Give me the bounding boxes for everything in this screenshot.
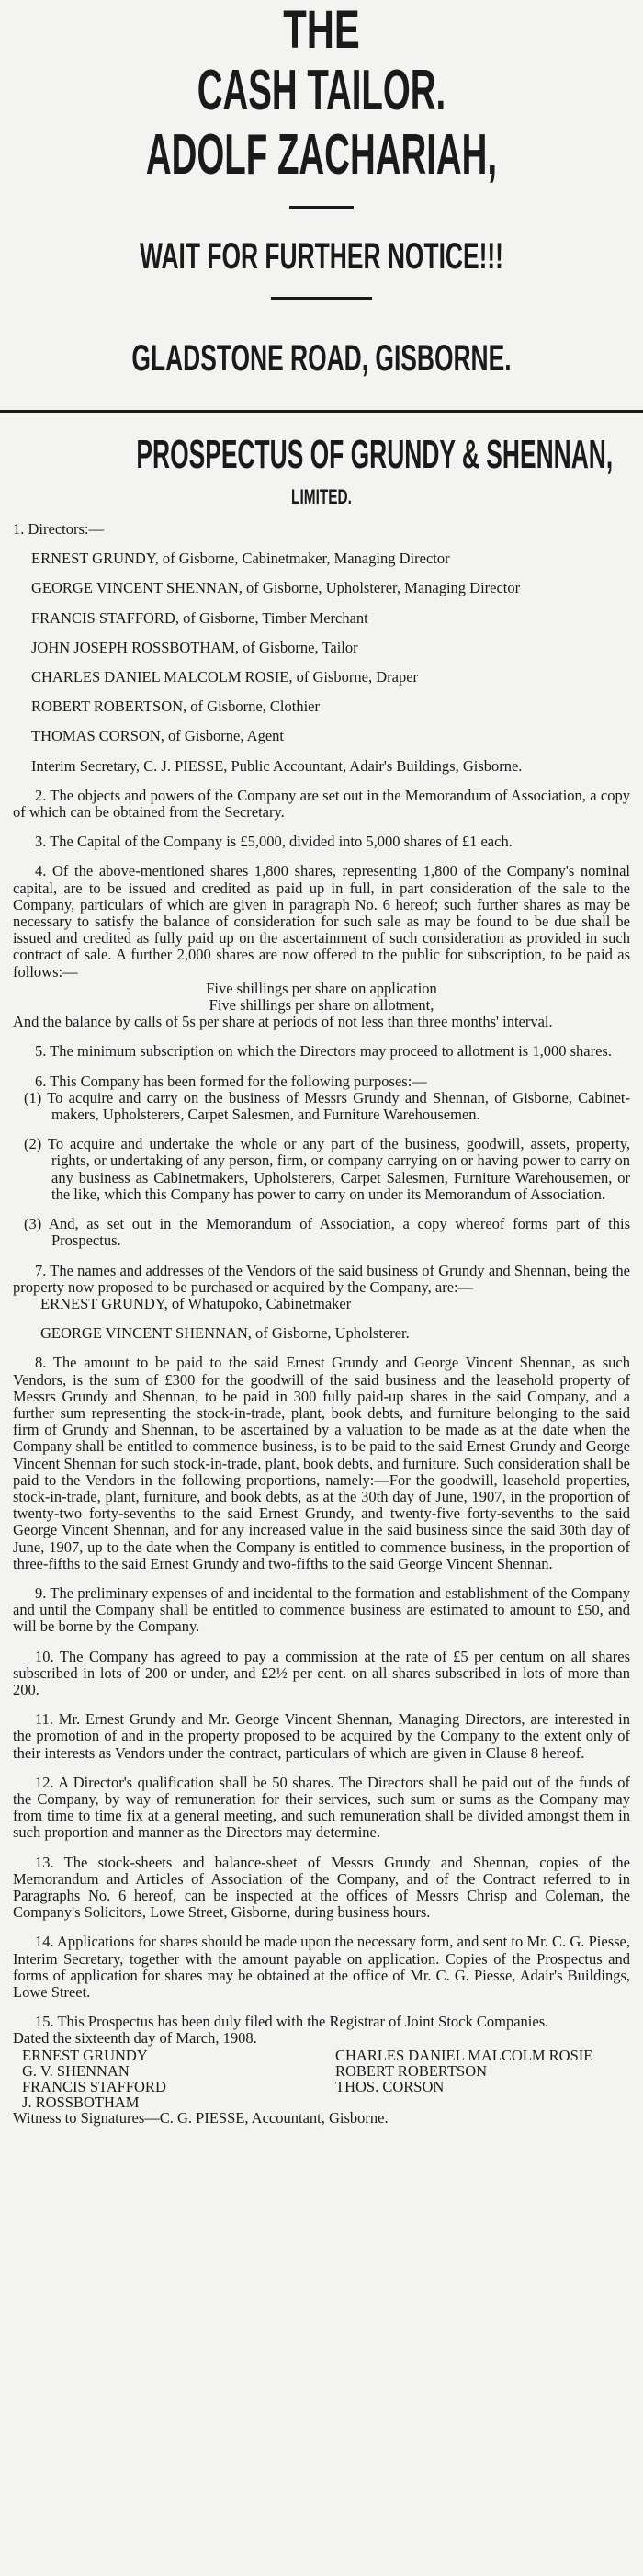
ad-the: THE <box>283 0 360 60</box>
paragraph-7-block <box>13 1263 630 1343</box>
ad-divider-2 <box>271 297 372 300</box>
paragraph-4-block <box>13 863 630 1030</box>
interim-secretary: Interim Secretary, C. J. PIESSE, Public Accountant, Adair's Buildings, Gisborne. <box>31 756 523 775</box>
director-entry: CHARLES DANIEL MALCOLM ROSIE, of Gisborne, Draper <box>31 668 419 687</box>
closing-block <box>13 2014 630 2127</box>
paragraph-14: 14. Applications for shares should be made upon the necessary form, and sent to Mr. C. G. Piesse, Interim Secretary, together with the amount payable on application. Copies of the Prospectus and forms of application for shares may be obtained at the office of Mr. C. G. Piesse, Adair's Buildings, Lowe Street. <box>13 1933 630 2002</box>
paragraph-10: 10. The Company has agreed to pay a commission at the rate of £5 per centum on all shares subscribed in lots of 200 or under, and £2½ per cent. on all shares subscribed in lots of more than 200. <box>13 1647 630 1698</box>
paragraph-3: 3. The Capital of the Company is £5,000, divided into 5,000 shares of £1 each. <box>35 833 513 851</box>
paragraph-13: 13. The stock-sheets and balance-sheet of Messrs Grundy and Shennan, copies of the Memorandum and Articles of Association of the Company, and of the Contract referred to in Paragraphs No. 6 hereof, can be inspected at the offices of Messrs Chrisp and Coleman, the Company's Solicitors, Lowe Street, Gisborne, during business hours. <box>13 1853 630 1922</box>
paragraph-7: 7. The names and addresses of the Vendors of the said business of Grundy and Shennan, being the property now proposed to be purchased or acquired by the Company, are:— <box>13 1261 630 1296</box>
paragraph-11: 11. Mr. Ernest Grundy and Mr. George Vincent Shennan, Managing Directors, are interested in the promotion of and in the property proposed to be acquired by the Company to the extent only of their interests as Vendors under the contract, particulars of which are given in Clause 8 hereof. <box>13 1710 630 1762</box>
directors-section <box>13 521 630 775</box>
purpose-item: (3) And, as set out in the Memorandum of Association, a copy whereof forms part of this Prospectus. <box>24 1215 630 1250</box>
ad-proprietor-name: ADOLF ZACHARIAH, <box>145 123 498 187</box>
signature: ROBERT ROBERTSON <box>335 2061 488 2080</box>
signature: FRANCIS STAFFORD <box>22 2077 166 2095</box>
ad-divider <box>289 206 354 209</box>
vendor-entry: ERNEST GRUNDY, of Whatupoko, Cabinetmaker <box>40 1294 352 1312</box>
paragraph-6: 6. This Company has been formed for the following purposes:— <box>35 1072 427 1090</box>
purpose-item: (2) To acquire and undertake the whole or any part of the business, goodwill, assets, property, rights, or undertaking of any person, firm, or company carrying on or having power to carry on any business as Cabinetmakers, Upholsterers, Carpet Salesmen, Furniture Warehousemen, or the like, which this Company has power to carry on under its Memorandum of Association. <box>24 1135 630 1203</box>
paragraph-9: 9. The preliminary expenses of and incidental to the formation and establishment of the Company and until the Company shall be entitled to commence business are estimated to amount to £50, and will be borne by the Company. <box>13 1583 630 1636</box>
prospectus-body <box>13 521 630 2127</box>
prospectus-limited: LIMITED. <box>291 485 352 508</box>
signature: THOS. CORSON <box>335 2077 445 2095</box>
purpose-item: (1) To acquire and carry on the business of Messrs Grundy and Shennan, of Gisborne, Cabinet-makers, Upholsterers, Carpet Salesmen, and Furniture Warehousemen. <box>24 1088 630 1124</box>
paragraph-15: 15. This Prospectus has been duly filed with the Registrar of Joint Stock Companies. <box>35 2013 549 2031</box>
date-line: Dated the sixteenth day of March, 1908. <box>13 2029 257 2048</box>
vendor-entry: GEORGE VINCENT SHENNAN, of Gisborne, Upholsterer. <box>40 1324 410 1343</box>
director-entry: ERNEST GRUNDY, of Gisborne, Cabinetmaker, Managing Director <box>31 550 450 568</box>
director-entry: ROBERT ROBERTSON, of Gisborne, Clothier <box>31 698 320 716</box>
director-entry: THOMAS CORSON, of Gisborne, Agent <box>31 727 285 745</box>
prospectus-title: PROSPECTUS OF GRUNDY & SHENNAN, <box>136 432 614 477</box>
signature: G. V. SHENNAN <box>22 2061 130 2080</box>
director-entry: JOHN JOSEPH ROSSBOTHAM, of Gisborne, Tailor <box>31 638 358 656</box>
ad-address: GLADSTONE ROAD, GISBORNE. <box>131 338 512 379</box>
signature: CHARLES DANIEL MALCOLM ROSIE <box>335 2046 593 2064</box>
paragraph-4: 4. Of the above-mentioned shares 1,800 shares, representing 1,800 of the Company's nominal capital, are to be issued and credited as paid up in full, in part consideration of the sale to the Company, particulars of which are given in paragraph No. 6 hereof; such further shares as may be necessary to satisfy the balance of consideration for such sale as may be found to be due shall be issued and credited as fully paid up on the ascertainment of such consideration as provided in such contract of sale. A further 2,000 shares are now offered to the public for subscription, to be paid as follows:— <box>13 862 630 981</box>
paragraph-2: 2. The objects and powers of the Company are set out in the Memorandum of Association, a copy of which can be obtained from the Secretary. <box>13 786 630 822</box>
paragraph-4-end: And the balance by calls of 5s per share at periods of not less than three months' interval. <box>13 1013 553 1031</box>
payment-line: Five shillings per share on allotment, <box>209 996 434 1015</box>
ad-business-name: CASH TAILOR. <box>197 59 446 122</box>
signature <box>335 2094 630 2110</box>
director-entry: FRANCIS STAFFORD, of Gisborne, Timber Merchant <box>31 608 368 627</box>
payment-line: Five shillings per share on application <box>206 979 437 997</box>
signature: ERNEST GRUNDY <box>22 2046 148 2064</box>
director-entry: GEORGE VINCENT SHENNAN, of Gisborne, Upholsterer, Managing Director <box>31 579 521 597</box>
paragraph-5: 5. The minimum subscription on which the Directors may proceed to allotment is 1,000 shares. <box>35 1042 612 1061</box>
signatures <box>13 2048 630 2110</box>
ad-notice: WAIT FOR FURTHER NOTICE!!! <box>140 236 503 277</box>
witness-line: Witness to Signatures—C. G. PIESSE, Accountant, Gisborne. <box>13 2108 389 2127</box>
section-rule <box>0 410 643 413</box>
paragraph-6-block <box>13 1073 630 1250</box>
paragraph-12: 12. A Director's qualification shall be 50 shares. The Directors shall be paid out of the funds of the Company, by way of remuneration for their services, such sum or sums as the Company may from time to time fix at a general meeting, and such remuneration shall be divided amongst them in such proportion and manner as the Directors may determine. <box>13 1773 630 1842</box>
directors-heading: 1. Directors:— <box>13 520 104 538</box>
signature: J. ROSSBOTHAM <box>22 2093 140 2111</box>
paragraph-8: 8. The amount to be paid to the said Ernest Grundy and George Vincent Shennan, as such Vendors, is the sum of £300 for the goodwill of the said business and the leasehold property of Messrs Grundy and Shennan, to be paid in 300 fully paid-up shares in the said Company, and a further sum representing the stock-in-trade, plant, book debts, and furniture belonging to the said firm of Grundy and Shennan, to be ascertained by a valuation to be made as at the date when the Company shall be entitled to commence business, is to be paid to the said Ernest Grundy and George Vincent Shennan for such stock-in-trade, plant, book debts, and furniture. Such consideration shall be paid to the Vendors in the following proportions, namely:—For the goodwill, leasehold properties, stock-in-trade, plant, furniture, and book debts, as at the 30th day of June, 1907, in the proportion of twenty-two forty-sevenths to the said Ernest Grundy, and twenty-five forty-sevenths to the said George Vincent Shennan, and for any increased value in the said business since the said 30th day of June, 1907, up to the date when the Company is entitled to commence business, in the proportion of three-fifths to the said Ernest Grundy and two-fifths to the said George Vincent Shennan. <box>13 1354 630 1572</box>
